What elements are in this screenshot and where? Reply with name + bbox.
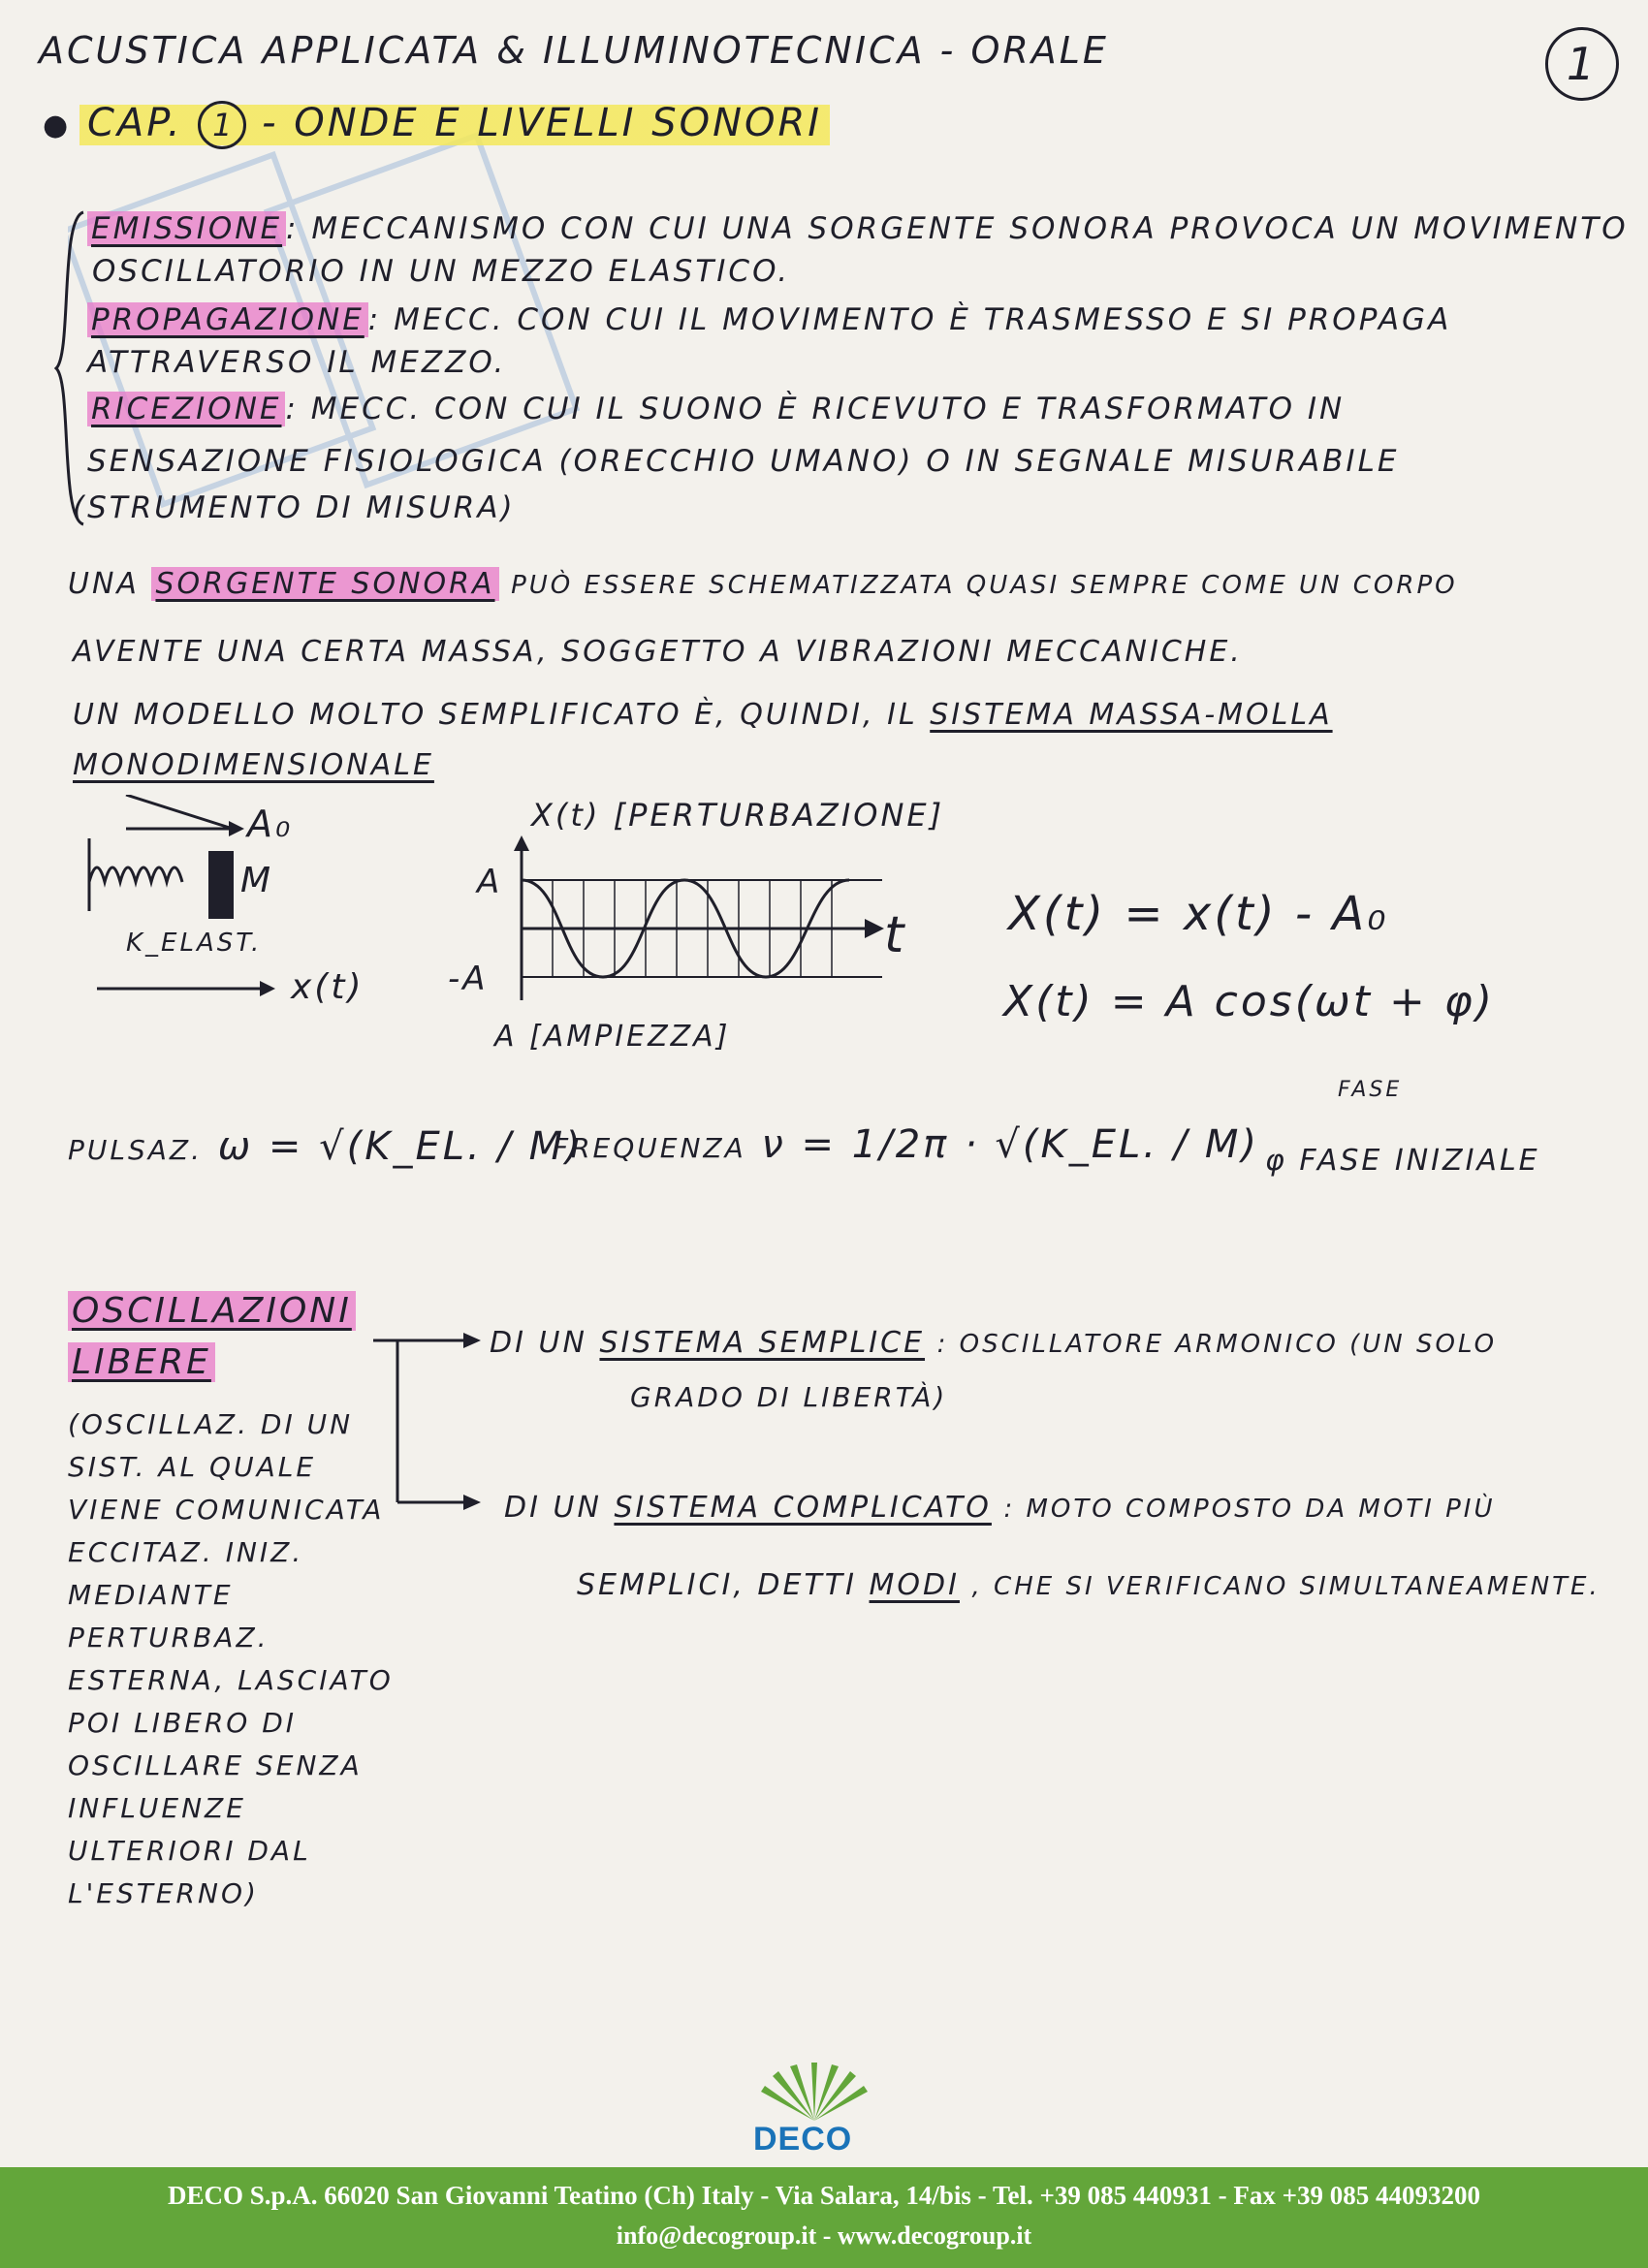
branch-complex-line — [577, 1568, 1600, 1602]
definition-text: : MECC. CON CUI IL SUONO È RICEVUTO E TRASFORMATO IN — [285, 392, 1346, 426]
source-paragraph-line — [68, 567, 1458, 601]
branch-text: : OSCILLATORE ARMONICO (UN SOLO — [936, 1330, 1498, 1359]
pulsation-formula — [68, 1124, 584, 1169]
chapter-title: - ONDE E LIVELLI SONORI — [262, 101, 823, 145]
frequency-label: FREQUENZA — [553, 1132, 746, 1164]
term-emissione: EMISSIONE — [87, 211, 286, 246]
note-line: SIST. AL QUALE — [68, 1451, 317, 1483]
branch-text: , CHE SI VERIFICANO SIMULTANEAMENTE. — [971, 1572, 1600, 1601]
pulsation-label: PULSAZ. — [68, 1134, 203, 1166]
term-sistema-massa-molla: SISTEMA MASSA-MOLLA — [930, 698, 1333, 732]
wave-plot-title: X(t) [PERTURBAZIONE] — [531, 797, 945, 834]
definitions-brace — [50, 208, 89, 528]
term-propagazione: PROPAGAZIONE — [87, 302, 368, 337]
definition-line: ATTRAVERSO IL MEZZO. — [87, 345, 507, 380]
footer-bar — [0, 2167, 1648, 2268]
source-paragraph-line — [73, 698, 1333, 732]
branch-simple — [490, 1326, 1497, 1360]
branch-text: SEMPLICI, DETTI — [577, 1568, 857, 1602]
free-oscillations-title-2: LIBERE — [68, 1342, 215, 1382]
mass-label: M — [240, 861, 274, 900]
free-oscillations-note — [68, 1403, 394, 1915]
bullet: ● — [43, 109, 69, 142]
page-number: 1 — [1545, 27, 1619, 101]
pulsation-equation: ω = √(K_EL. / M) — [217, 1124, 584, 1169]
branch-text: DI UN — [490, 1326, 587, 1360]
note-line: L'ESTERNO) — [68, 1877, 259, 1909]
term-sistema-complicato: SISTEMA COMPLICATO — [614, 1491, 992, 1525]
footer-contacts: info@decogroup.it - www.decogroup.it — [616, 2221, 1032, 2250]
chapter-heading — [79, 101, 830, 149]
definition-propagazione — [87, 302, 1451, 337]
spring — [89, 867, 182, 882]
amplitude-label: A₀ — [247, 803, 294, 845]
definition-ricezione — [87, 392, 1345, 426]
definition-text: : MECCANISMO CON CUI UNA SORGENTE SONORA PROVOCA UN MOVIMENTO — [286, 211, 1629, 246]
chapter-number: 1 — [198, 101, 246, 149]
wave-plot — [485, 834, 931, 1008]
definition-line: (STRUMENTO DI MISURA) — [73, 490, 516, 525]
note-line: ESTERNA, LASCIATO — [68, 1664, 394, 1696]
term-sorgente-sonora: SORGENTE SONORA — [151, 567, 498, 601]
note-line: INFLUENZE — [68, 1792, 246, 1824]
paragraph-text: UN MODELLO MOLTO SEMPLIFICATO È, QUINDI, IL — [73, 698, 918, 732]
definition-text: : MECC. CON CUI IL MOVIMENTO È TRASMESSO E SI PROPAGA — [367, 302, 1452, 337]
frequency-equation: ν = 1/2π · √(K_EL. / M) — [761, 1122, 1259, 1167]
definition-line: SENSAZIONE FISIOLOGICA (ORECCHIO UMANO) O IN SEGNALE MISURABILE — [87, 444, 1400, 479]
footer-address: DECO S.p.A. 66020 San Giovanni Teatino (Ch) Italy - Via Salara, 14/bis - Tel. +39 085 440931 - Fax +39 085 44093200 — [168, 2181, 1480, 2210]
page-title: ACUSTICA APPLICATA & ILLUMINOTECNICA - ORALE — [39, 29, 1109, 72]
position-label: x(t) — [291, 967, 364, 1007]
spring-constant-label: K_ELAST. — [126, 929, 263, 958]
chapter-label: CAP. — [87, 101, 183, 145]
frequency-formula — [553, 1122, 1259, 1167]
note-line: ECCITAZ. INIZ. — [68, 1536, 304, 1568]
source-paragraph-line: MONODIMENSIONALE — [73, 748, 434, 782]
branch-simple-line: GRADO DI LIBERTÀ) — [630, 1381, 948, 1413]
wave-x-axis-label: t — [884, 906, 907, 964]
equation-cosine: X(t) = A cos(ωt + φ) — [1003, 977, 1495, 1026]
paragraph-text: PUÒ ESSERE SCHEMATIZZATA QUASI SEMPRE COME UN CORPO — [511, 571, 1458, 600]
branch-arrows — [368, 1333, 485, 1517]
deco-logo-icon — [751, 2063, 877, 2123]
note-line: PERTURBAZ. — [68, 1622, 269, 1654]
deco-logo-text: DECO — [753, 2121, 853, 2158]
definition-line: OSCILLATORIO IN UN MEZZO ELASTICO. — [92, 254, 791, 289]
mass-block — [208, 851, 234, 919]
note-line: ULTERIORI DAL — [68, 1835, 311, 1867]
term-ricezione: RICEZIONE — [87, 392, 285, 426]
wave-caption: A [AMPIEZZA] — [494, 1020, 731, 1054]
wave-y-pos-label: A — [477, 863, 503, 901]
note-line: (OSCILLAZ. DI UN — [68, 1408, 354, 1440]
note-line: OSCILLARE SENZA — [68, 1749, 363, 1781]
note-line: VIENE COMUNICATA — [68, 1494, 385, 1526]
branch-complex — [504, 1491, 1495, 1525]
free-oscillations-title — [68, 1291, 356, 1382]
note-line: MEDIANTE — [68, 1579, 234, 1611]
branch-text: : MOTO COMPOSTO DA MOTI PIÙ — [1003, 1495, 1496, 1524]
initial-phase-note: φ FASE INIZIALE — [1265, 1144, 1540, 1178]
term-sistema-semplice: SISTEMA SEMPLICE — [599, 1326, 926, 1360]
note-line: POI LIBERO DI — [68, 1707, 298, 1739]
phase-note: FASE — [1338, 1078, 1403, 1102]
branch-text: DI UN — [504, 1491, 602, 1525]
term-modi: MODI — [869, 1568, 960, 1602]
wave-y-neg-label: -A — [448, 960, 489, 998]
definition-emissione — [87, 211, 1629, 246]
equation-perturbation: X(t) = x(t) - A₀ — [1008, 887, 1389, 941]
free-oscillations-title-1: OSCILLAZIONI — [68, 1291, 356, 1331]
source-paragraph-line: AVENTE UNA CERTA MASSA, SOGGETTO A VIBRAZIONI MECCANICHE. — [73, 635, 1243, 669]
paragraph-text: UNA — [68, 567, 140, 601]
